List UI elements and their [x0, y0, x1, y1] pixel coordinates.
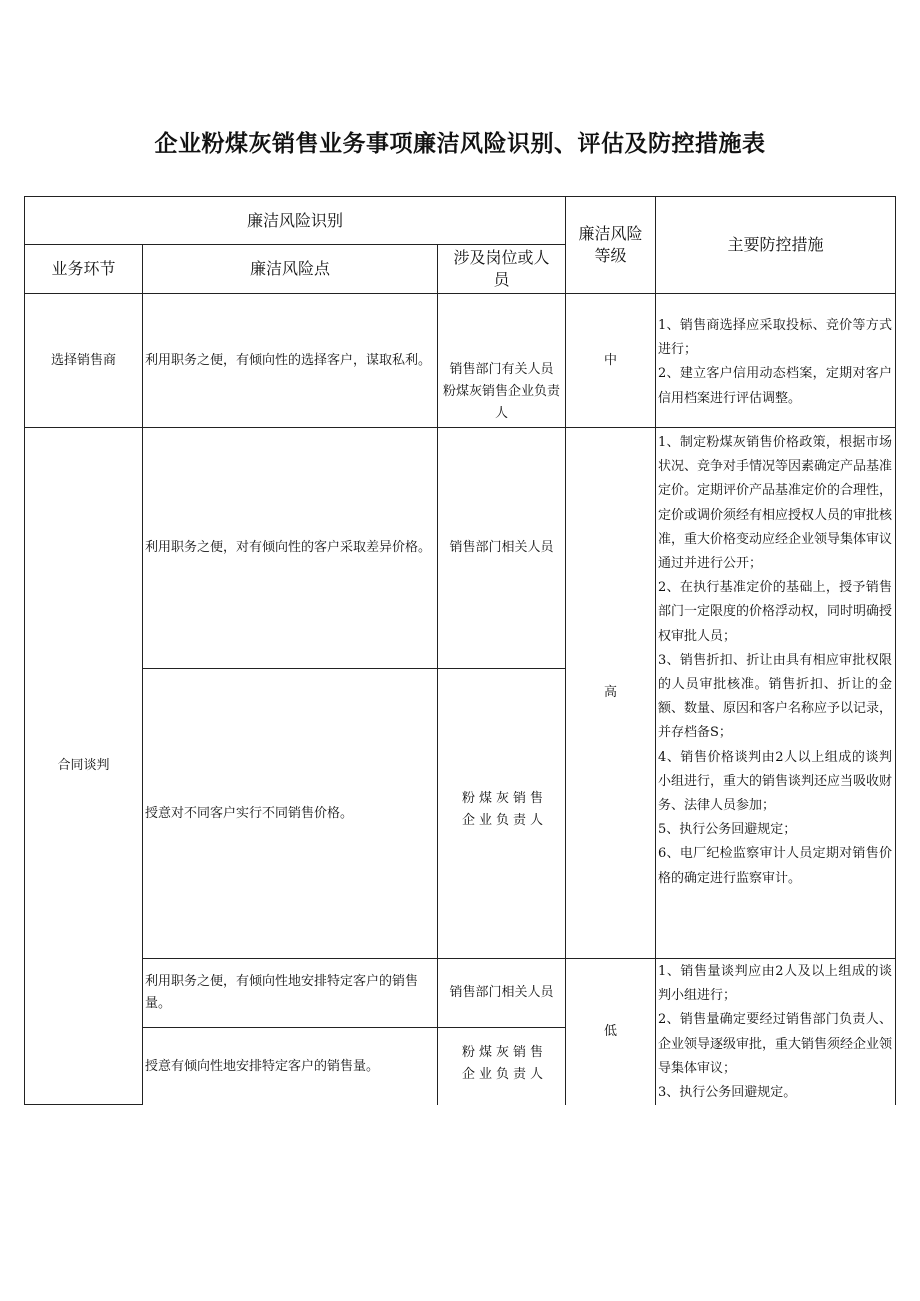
row1-measures — [656, 294, 895, 427]
header-risk-level-text: 廉洁风险等级 — [578, 224, 643, 265]
header-positions-text: 涉及岗位或人员 — [453, 248, 550, 289]
row2-risk-point-1 — [143, 428, 437, 668]
row1-risk-point-text: 利用职务之便，有倾向性的选择客户，谋取私利。 — [145, 352, 432, 368]
row2-risk-point-2: 授意对不同客户实行不同销售价格。 — [145, 805, 354, 821]
row2-position-2-text: 粉煤灰销售企业负责人 — [462, 791, 548, 828]
header-risk-level — [566, 197, 655, 293]
row1-position-1: 销售部门有关人员 — [449, 362, 554, 377]
row3-measures-text: 1、销售量谈判应由2人及以上组成的谈判小组进行； 2、销售量确定要经过销售部门负责人、企业领导逐级审批，重大销售须经企业领导集体审议； 3、执行公务回避规定。 — [658, 964, 893, 1101]
row1-position-2: 粉煤灰销售企业负责人 — [442, 384, 560, 421]
header-positions — [438, 245, 565, 293]
row2-measures — [656, 428, 895, 958]
row3-level: 低 — [603, 1024, 617, 1039]
grid-line — [895, 196, 896, 1105]
row1-positions — [438, 294, 565, 427]
page-title: 企业粉煤灰销售业务事项廉洁风险识别、评估及防控措施表 — [154, 131, 766, 157]
row1-risk-point — [143, 294, 437, 427]
header-risk-point: 廉洁风险点 — [249, 259, 330, 278]
row3-risk-point-2: 授意有倾向性地安排特定客户的销售量。 — [145, 1058, 380, 1074]
header-risk-identification: 廉洁风险识别 — [246, 210, 343, 230]
header-measures: 主要防控措施 — [727, 235, 824, 254]
row3-measures — [656, 959, 895, 1105]
grid-line — [24, 1104, 142, 1105]
row2-level: 高 — [603, 685, 617, 700]
row3-position-1: 销售部门相关人员 — [449, 985, 554, 1000]
row2-stage: 合同谈判 — [57, 758, 110, 773]
row3-risk-point-1-text: 利用职务之便，有倾向性地安排特定客户的销售量。 — [145, 974, 419, 1011]
row2-position-2 — [438, 669, 565, 958]
row2-measures-text: 1、制定粉煤灰销售价格政策，根据市场状况、竞争对手情况等因素确定产品基准定价。定期评价产品基准定价的合理性，定价或调价须经有相应授权人员的审批核准，重大价格变动应经企业领导集体审议通过并进行公开； 2、在执行基准定价的基础上，授予销售部门一定限度的价格浮动权，同时明确授权审批人员； 3、销售折扣、折让由具有相应审批权限的人员审批核准。销售折扣、折让的金额、数量、原因和客户名称应予以记录，并存档备S； 4、销售价格谈判由2人以上组成的谈判小组进行，重大的销售谈判还应当吸收财务、法律人员参加； 5、执行公务回避规定； 6、电厂纪检监察审计人员定期对销售价格的确定进行监察审计。 — [658, 435, 893, 886]
row2-risk-point-1-text: 利用职务之便，对有倾向性的客户采取差异价格。 — [145, 540, 432, 555]
row3-risk-point-1 — [143, 959, 437, 1027]
row1-level: 中 — [603, 352, 617, 368]
row3-position-2 — [438, 1028, 565, 1105]
row1-stage: 选择销售商 — [50, 352, 116, 368]
header-business-stage: 业务环节 — [51, 259, 116, 278]
row2-position-1: 销售部门相关人员 — [449, 540, 554, 555]
row1-measures-text: 1、销售商选择应采取投标、竞价等方式进行； 2、建立客户信用动态档案，定期对客户信用档案进行评估调整。 — [658, 318, 892, 406]
row3-position-2-text: 粉煤灰销售企业负责人 — [462, 1045, 548, 1082]
